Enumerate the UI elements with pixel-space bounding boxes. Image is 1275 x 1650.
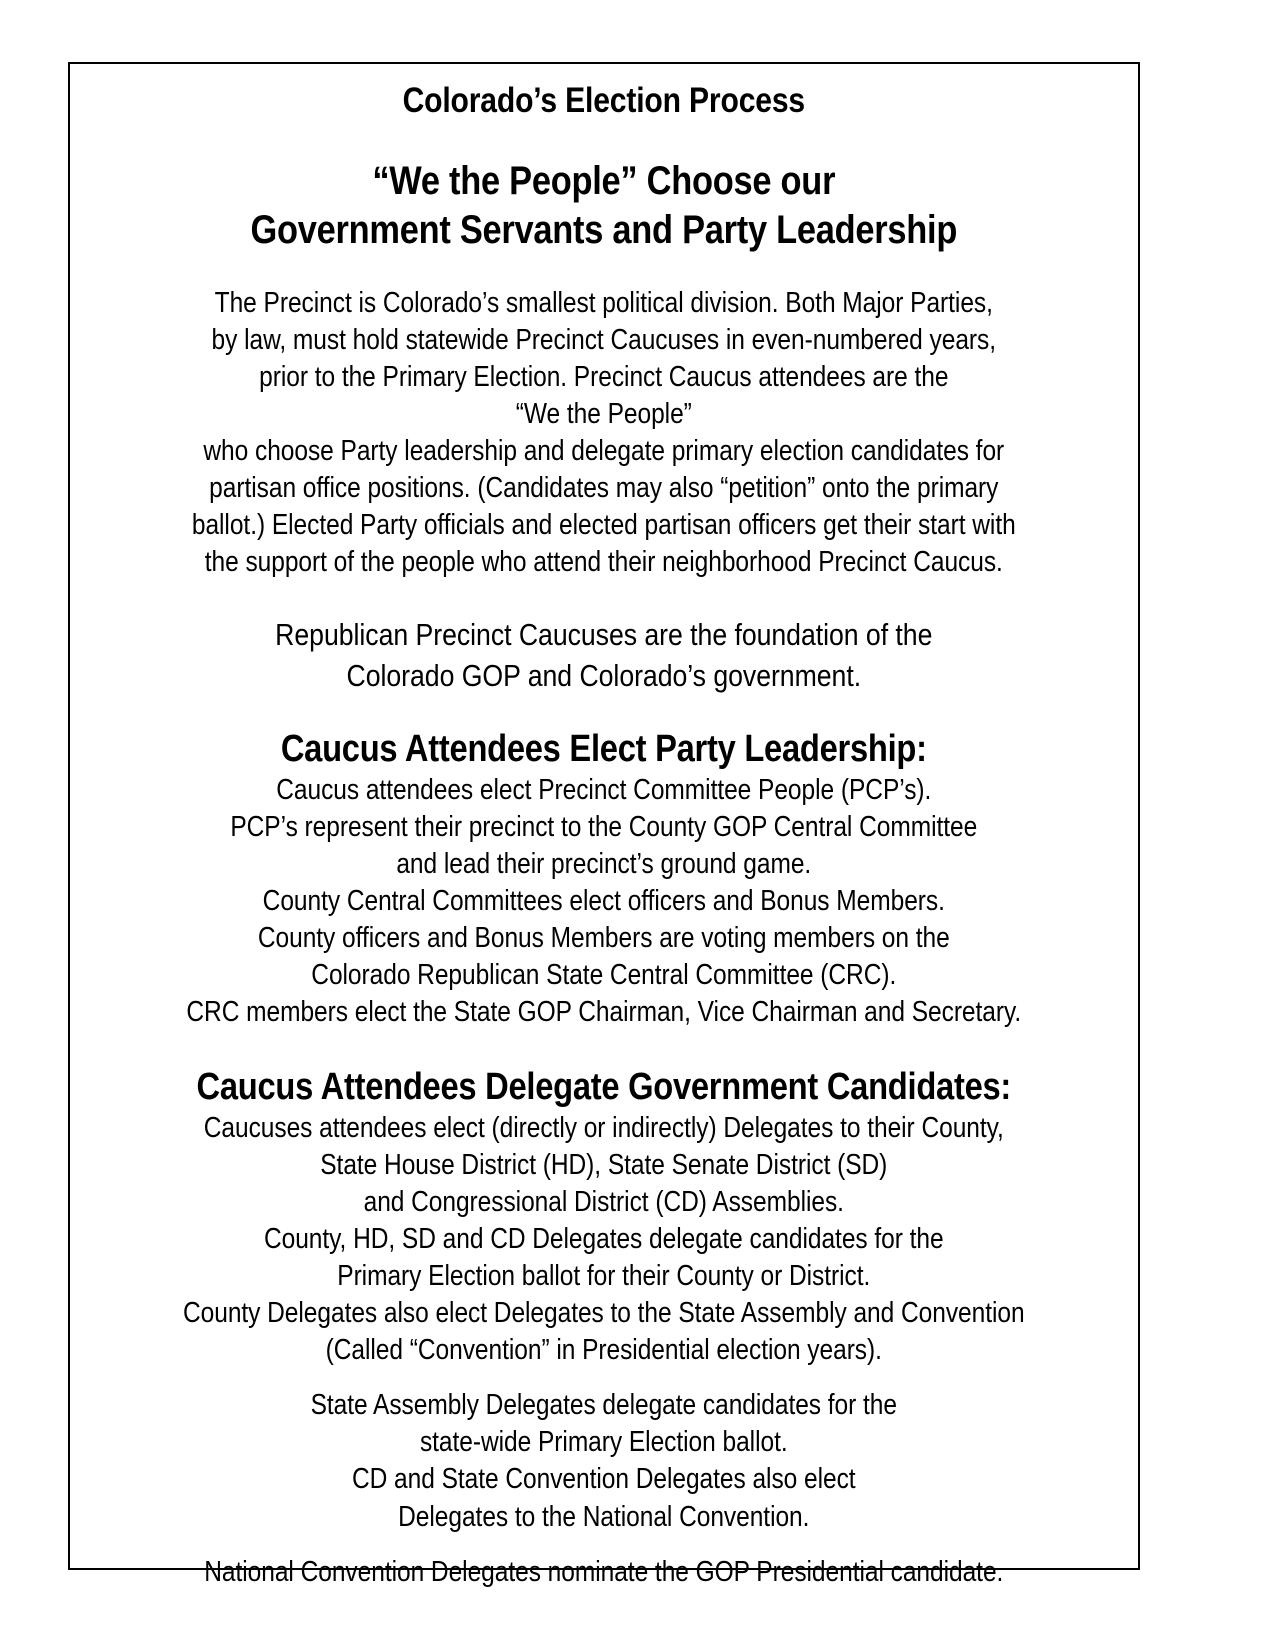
spacer bbox=[90, 1536, 1118, 1554]
headline bbox=[90, 157, 1118, 255]
spacer bbox=[90, 1369, 1118, 1387]
intro-line: The Precinct is Colorado’s smallest political division. Both Major Parties, bbox=[214, 286, 994, 319]
intro-line: the support of the people who attend their neighborhood Precinct Caucus. bbox=[204, 546, 1004, 579]
intro-line: partisan office positions. (Candidates may also “petition” onto the primary bbox=[209, 472, 999, 505]
closing-statement bbox=[90, 1554, 1118, 1591]
spacer bbox=[90, 581, 1118, 615]
section-heading-leadership bbox=[90, 727, 1118, 772]
leadership-line: CRC members elect the State GOP Chairman, Vice Chairman and Secretary. bbox=[186, 996, 1022, 1029]
section-heading-candidates bbox=[90, 1065, 1118, 1110]
document-content bbox=[90, 80, 1118, 1591]
candidates-line: Caucuses attendees elect (directly or indirectly) Delegates to their County, bbox=[203, 1112, 1005, 1145]
candidates-line: County, HD, SD and CD Delegates delegate candidates for the bbox=[264, 1223, 944, 1256]
spacer bbox=[90, 255, 1118, 285]
candidates-line: Primary Election ballot for their County or District. bbox=[337, 1260, 871, 1293]
spacer bbox=[90, 1031, 1118, 1065]
leadership-line: and lead their precinct’s ground game. bbox=[396, 848, 812, 880]
candidates-line: (Called “Convention” in Presidential election years). bbox=[325, 1334, 883, 1367]
page-title bbox=[90, 80, 1118, 121]
candidates-line: County Delegates also elect Delegates to the State Assembly and Convention bbox=[183, 1297, 1025, 1330]
leadership-line: County Central Committees elect officers and Bonus Members. bbox=[262, 885, 946, 918]
closing-line: National Convention Delegates nominate the GOP Presidential candidate. bbox=[204, 1555, 1004, 1588]
candidates-line: Delegates to the National Convention. bbox=[398, 1500, 810, 1533]
candidates-line: State Assembly Delegates delegate candidates for the bbox=[310, 1389, 898, 1422]
leadership-line: Colorado Republican State Central Committee (CRC). bbox=[311, 959, 897, 992]
intro-line: prior to the Primary Election. Precinct Caucus attendees are the bbox=[259, 360, 949, 393]
intro-paragraph bbox=[90, 285, 1118, 581]
spacer bbox=[90, 121, 1118, 157]
candidates-paragraph bbox=[90, 1110, 1118, 1369]
spacer bbox=[90, 697, 1118, 727]
candidates-paragraph-2 bbox=[90, 1387, 1118, 1535]
foundation-line: Republican Precinct Caucuses are the foundation of the bbox=[275, 617, 933, 653]
leadership-line: County officers and Bonus Members are voting members on the bbox=[258, 922, 950, 955]
candidates-line: CD and State Convention Delegates also elect bbox=[352, 1463, 856, 1496]
foundation-statement bbox=[90, 615, 1118, 697]
intro-line: “We the People” bbox=[515, 398, 693, 431]
headline-line-1: “We the People” Choose our bbox=[372, 159, 836, 204]
leadership-line: Caucus attendees elect Precinct Committee People (PCP’s). bbox=[276, 773, 932, 806]
leadership-line: PCP’s represent their precinct to the County GOP Central Committee bbox=[230, 810, 978, 843]
section-heading-candidates-text: Caucus Attendees Delegate Government Candidates: bbox=[196, 1066, 1012, 1109]
intro-line: who choose Party leadership and delegate primary election candidates for bbox=[203, 435, 1005, 468]
page-title-text: Colorado’s Election Process bbox=[402, 81, 806, 120]
candidates-line: State House District (HD), State Senate District (SD) bbox=[320, 1149, 888, 1182]
candidates-line: and Congressional District (CD) Assemblies. bbox=[363, 1186, 845, 1219]
foundation-line: Colorado GOP and Colorado’s government. bbox=[346, 658, 862, 694]
headline-line-2: Government Servants and Party Leadership bbox=[250, 208, 958, 253]
intro-line: by law, must hold statewide Precinct Caucuses in even-numbered years, bbox=[211, 323, 997, 356]
candidates-line: state-wide Primary Election ballot. bbox=[420, 1426, 788, 1459]
section-heading-leadership-text: Caucus Attendees Elect Party Leadership: bbox=[281, 728, 927, 771]
document-page bbox=[68, 62, 1140, 1588]
intro-line: ballot.) Elected Party officials and elected partisan officers get their start with bbox=[192, 509, 1016, 542]
leadership-paragraph bbox=[90, 772, 1118, 1031]
